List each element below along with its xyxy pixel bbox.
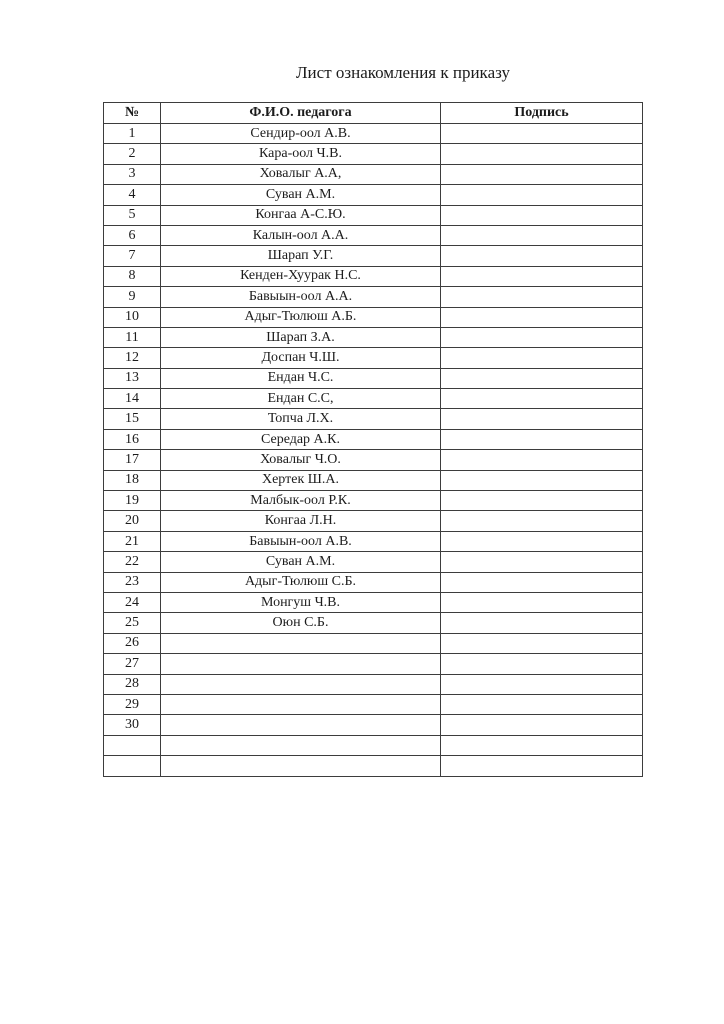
row-number-cell: 7 — [104, 246, 161, 266]
teacher-name-cell: Топча Л.Х. — [161, 409, 441, 429]
table-header — [104, 103, 643, 124]
table-row — [104, 185, 643, 205]
signature-cell — [441, 389, 643, 409]
teacher-name-cell — [161, 756, 441, 776]
table-row — [104, 429, 643, 449]
table-row — [104, 164, 643, 184]
teacher-name-cell: Шарап У.Г. — [161, 246, 441, 266]
row-number-cell: 18 — [104, 470, 161, 490]
signature-cell — [441, 715, 643, 735]
row-number-cell: 9 — [104, 287, 161, 307]
signature-cell — [441, 225, 643, 245]
row-number-cell: 25 — [104, 613, 161, 633]
table-row — [104, 348, 643, 368]
row-number-cell: 17 — [104, 450, 161, 470]
row-number-cell: 14 — [104, 389, 161, 409]
signature-cell — [441, 633, 643, 653]
page-title: Лист ознакомления к приказу — [296, 63, 510, 82]
signature-cell — [441, 592, 643, 612]
table-row — [104, 613, 643, 633]
signature-cell — [441, 368, 643, 388]
teacher-name-cell: Ховалыг А.А, — [161, 164, 441, 184]
table-row — [104, 654, 643, 674]
signature-cell — [441, 144, 643, 164]
signature-cell — [441, 124, 643, 144]
teacher-name-cell: Адыг-Тюлюш С.Б. — [161, 572, 441, 592]
signature-cell — [441, 205, 643, 225]
row-number-cell: 4 — [104, 185, 161, 205]
teacher-name-cell: Суван А.М. — [161, 552, 441, 572]
table-body — [104, 124, 643, 777]
row-number-cell: 30 — [104, 715, 161, 735]
signature-cell — [441, 185, 643, 205]
teacher-name-cell: Конгаа А-С.Ю. — [161, 205, 441, 225]
teacher-name-cell — [161, 654, 441, 674]
teacher-name-cell: Кара-оол Ч.В. — [161, 144, 441, 164]
table-row — [104, 409, 643, 429]
teacher-name-cell — [161, 715, 441, 735]
row-number-cell: 27 — [104, 654, 161, 674]
signature-cell — [441, 531, 643, 551]
signature-cell — [441, 327, 643, 347]
teacher-name-cell — [161, 674, 441, 694]
teacher-name-cell: Середар А.К. — [161, 429, 441, 449]
column-header-teacher-name: Ф.И.О. педагога — [161, 103, 441, 124]
row-number-cell: 11 — [104, 327, 161, 347]
table-row — [104, 715, 643, 735]
signature-cell — [441, 552, 643, 572]
table-row — [104, 470, 643, 490]
table-row — [104, 511, 643, 531]
row-number-cell: 3 — [104, 164, 161, 184]
row-number-cell: 28 — [104, 674, 161, 694]
signature-cell — [441, 491, 643, 511]
signature-cell — [441, 470, 643, 490]
row-number-cell: 10 — [104, 307, 161, 327]
table-row — [104, 327, 643, 347]
signature-cell — [441, 654, 643, 674]
table-row — [104, 389, 643, 409]
row-number-cell: 5 — [104, 205, 161, 225]
row-number-cell: 8 — [104, 266, 161, 286]
row-number-cell: 12 — [104, 348, 161, 368]
row-number-cell — [104, 735, 161, 755]
row-number-cell: 2 — [104, 144, 161, 164]
column-header-number: № — [104, 103, 161, 124]
signature-cell — [441, 694, 643, 714]
signature-cell — [441, 409, 643, 429]
table-row — [104, 674, 643, 694]
table-row — [104, 124, 643, 144]
table-row — [104, 246, 643, 266]
table-row — [104, 287, 643, 307]
signature-cell — [441, 164, 643, 184]
signature-cell — [441, 735, 643, 755]
signature-cell — [441, 266, 643, 286]
row-number-cell: 23 — [104, 572, 161, 592]
signature-cell — [441, 572, 643, 592]
table-row — [104, 266, 643, 286]
teacher-name-cell — [161, 735, 441, 755]
teacher-name-cell: Ховалыг Ч.О. — [161, 450, 441, 470]
row-number-cell: 29 — [104, 694, 161, 714]
acknowledgment-table — [103, 102, 643, 777]
row-number-cell — [104, 756, 161, 776]
signature-cell — [441, 674, 643, 694]
signature-cell — [441, 756, 643, 776]
row-number-cell: 21 — [104, 531, 161, 551]
teacher-name-cell: Оюн С.Б. — [161, 613, 441, 633]
teacher-name-cell — [161, 694, 441, 714]
teacher-name-cell: Хертек Ш.А. — [161, 470, 441, 490]
teacher-name-cell: Кенден-Хуурак Н.С. — [161, 266, 441, 286]
teacher-name-cell: Ендан С.С, — [161, 389, 441, 409]
table-row — [104, 633, 643, 653]
teacher-name-cell: Ендан Ч.С. — [161, 368, 441, 388]
table-row — [104, 694, 643, 714]
row-number-cell: 24 — [104, 592, 161, 612]
signature-cell — [441, 450, 643, 470]
table-row — [104, 756, 643, 776]
teacher-name-cell: Калын-оол А.А. — [161, 225, 441, 245]
teacher-name-cell: Доспан Ч.Ш. — [161, 348, 441, 368]
row-number-cell: 20 — [104, 511, 161, 531]
table-row — [104, 368, 643, 388]
signature-cell — [441, 348, 643, 368]
row-number-cell: 26 — [104, 633, 161, 653]
signature-cell — [441, 613, 643, 633]
table-row — [104, 225, 643, 245]
column-header-signature: Подпись — [441, 103, 643, 124]
table-row — [104, 205, 643, 225]
signature-cell — [441, 511, 643, 531]
row-number-cell: 13 — [104, 368, 161, 388]
header-row — [104, 103, 643, 124]
teacher-name-cell: Монгуш Ч.В. — [161, 592, 441, 612]
table-row — [104, 450, 643, 470]
signature-cell — [441, 287, 643, 307]
row-number-cell: 22 — [104, 552, 161, 572]
teacher-name-cell: Малбык-оол Р.К. — [161, 491, 441, 511]
row-number-cell: 1 — [104, 124, 161, 144]
signature-cell — [441, 429, 643, 449]
row-number-cell: 19 — [104, 491, 161, 511]
teacher-name-cell: Сендир-оол А.В. — [161, 124, 441, 144]
teacher-name-cell: Бавыын-оол А.А. — [161, 287, 441, 307]
table-row — [104, 735, 643, 755]
table-row — [104, 572, 643, 592]
row-number-cell: 15 — [104, 409, 161, 429]
teacher-name-cell: Шарап З.А. — [161, 327, 441, 347]
teacher-name-cell: Суван А.М. — [161, 185, 441, 205]
teacher-name-cell: Бавыын-оол А.В. — [161, 531, 441, 551]
table-row — [104, 531, 643, 551]
table-row — [104, 491, 643, 511]
table-row — [104, 552, 643, 572]
table-row — [104, 592, 643, 612]
signature-cell — [441, 246, 643, 266]
teacher-name-cell: Адыг-Тюлюш А.Б. — [161, 307, 441, 327]
signature-cell — [441, 307, 643, 327]
row-number-cell: 6 — [104, 225, 161, 245]
teacher-name-cell — [161, 633, 441, 653]
table-row — [104, 307, 643, 327]
row-number-cell: 16 — [104, 429, 161, 449]
teacher-name-cell: Конгаа Л.Н. — [161, 511, 441, 531]
table-row — [104, 144, 643, 164]
